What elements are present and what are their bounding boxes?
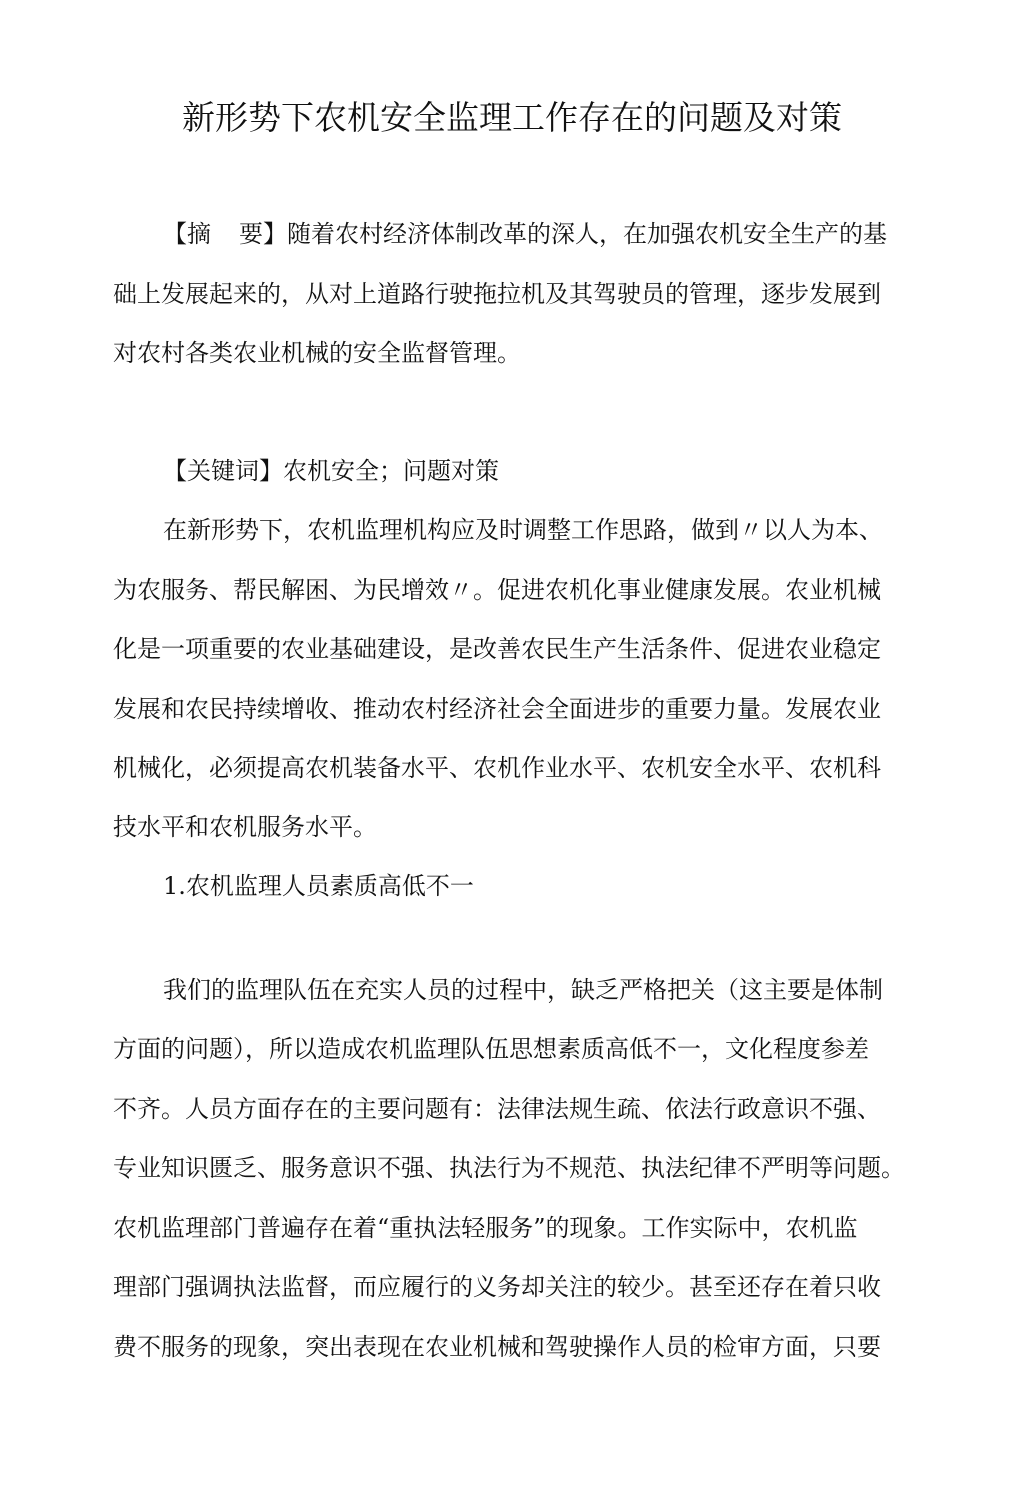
- paragraph1-line-4: 发展和农民持续增收、推动农村经济社会全面进步的重要力量。发展农业: [113, 695, 881, 723]
- paragraph2-line-1: 我们的监理队伍在充实人员的过程中，缺乏严格把关（这主要是体制: [163, 976, 883, 1004]
- abstract-label-close: 要】: [239, 220, 287, 248]
- abstract-line-2: 础上发展起来的，从对上道路行驶拖拉机及其驾驶员的管理，逐步发展到: [113, 280, 881, 308]
- keywords: 【关键词】农机安全；问题对策: [163, 457, 499, 485]
- paragraph1-line-2: 为农服务、帮民解困、为民增效〃。促进农机化事业健康发展。农业机械: [113, 576, 881, 604]
- document-title: 新形势下农机安全监理工作存在的问题及对策: [182, 98, 842, 137]
- abstract-text: 随着农村经济体制改革的深人，在加强农机安全生产的基: [287, 220, 887, 248]
- paragraph2-line-2: 方面的问题），所以造成农机监理队伍思想素质高低不一，文化程度参差: [113, 1035, 869, 1063]
- paragraph1-line-5: 机械化，必须提高农机装备水平、农机作业水平、农机安全水平、农机科: [113, 754, 881, 782]
- abstract-label-open: 【摘: [163, 220, 211, 248]
- paragraph2-line-5: 农机监理部门普遍存在着“重执法轻服务”的现象。工作实际中，农机监: [113, 1214, 858, 1242]
- paragraph2-line-3: 不齐。人员方面存在的主要问题有：法律法规生疏、依法行政意识不强、: [113, 1095, 881, 1123]
- section1-heading: 1.农机监理人员素质高低不一: [163, 872, 474, 900]
- abstract-line-1: [163, 218, 887, 250]
- paragraph1-line-3: 化是一项重要的农业基础建设，是改善农民生产生活条件、促进农业稳定: [113, 635, 881, 663]
- paragraph2-line-6: 理部门强调执法监督，而应履行的义务却关注的较少。甚至还存在着只收: [113, 1273, 881, 1301]
- abstract-line-3: 对农村各类农业机械的安全监督管理。: [113, 339, 521, 367]
- paragraph2-line-7: 费不服务的现象，突出表现在农业机械和驾驶操作人员的检审方面，只要: [113, 1333, 881, 1361]
- paragraph1-line-1: 在新形势下，农机监理机构应及时调整工作思路，做到〃以人为本、: [163, 516, 883, 544]
- paragraph1-line-6: 技水平和农机服务水平。: [113, 813, 377, 841]
- paragraph2-line-4: 专业知识匮乏、服务意识不强、执法行为不规范、执法纪律不严明等问题。: [113, 1154, 905, 1182]
- abstract-label: [163, 220, 287, 248]
